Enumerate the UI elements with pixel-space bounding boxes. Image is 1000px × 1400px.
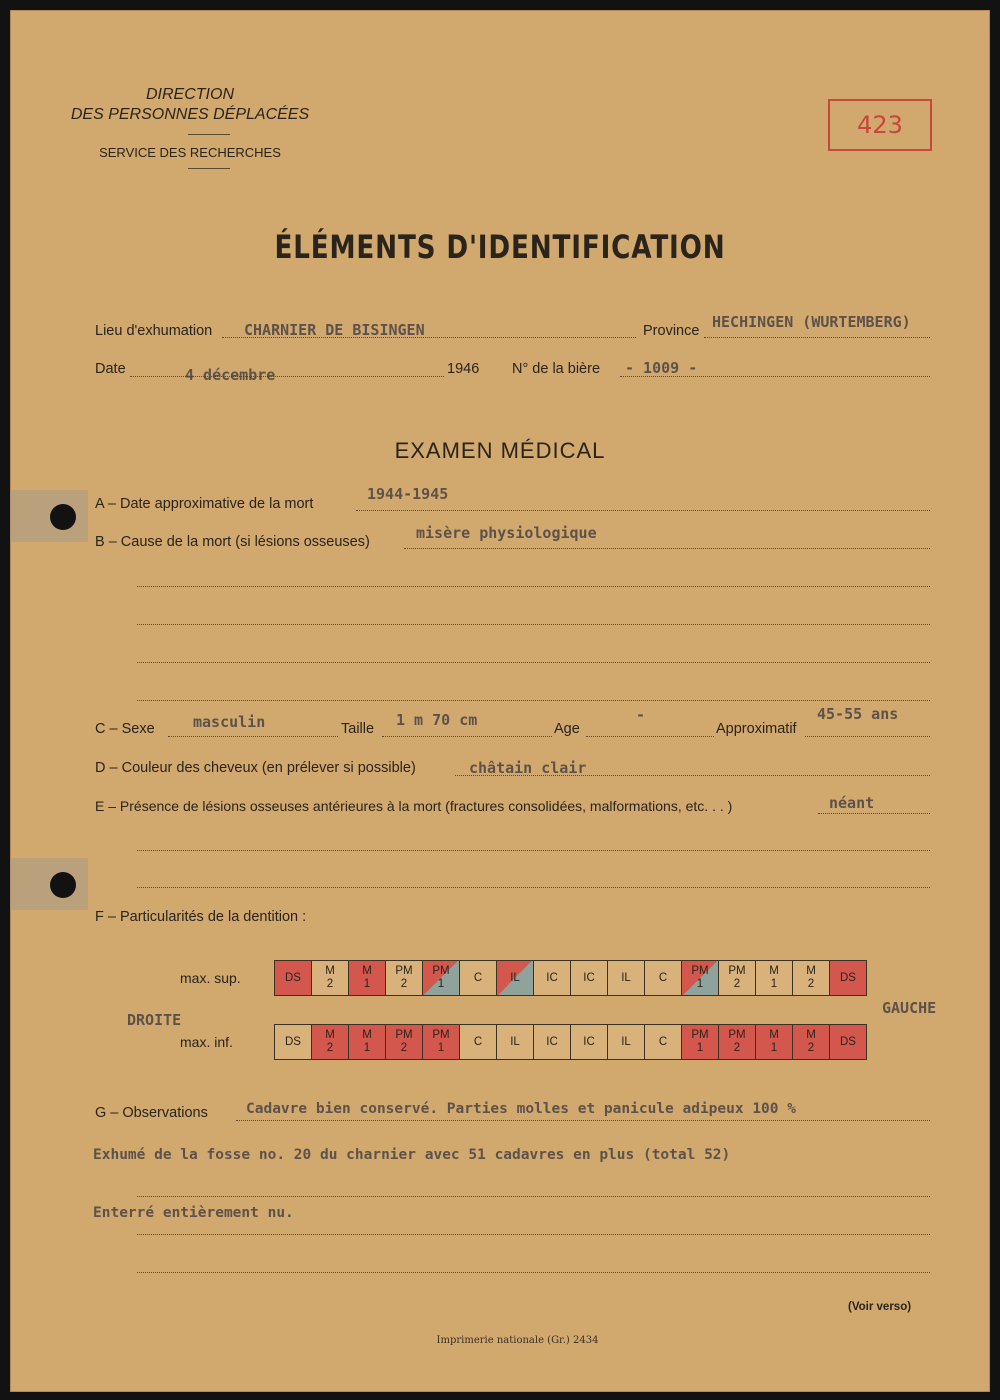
g-line — [236, 1120, 930, 1121]
voir-verso: (Voir verso) — [848, 1301, 912, 1313]
tooth-code: DS — [285, 971, 301, 984]
tooth-cell — [830, 961, 866, 995]
header-rule — [188, 134, 230, 135]
tooth-number: 2 — [400, 1042, 408, 1054]
archive-number-stamp: 423 — [828, 99, 932, 151]
province-line — [704, 337, 930, 338]
tooth-code: PM — [395, 1029, 413, 1041]
tooth-cell — [423, 1025, 460, 1059]
g-line — [137, 1272, 930, 1273]
tooth-code: PM — [728, 965, 746, 977]
tooth-cell — [793, 961, 830, 995]
tooth-number: 1 — [363, 978, 371, 990]
header-rule — [188, 168, 230, 169]
form-sheet — [10, 10, 990, 1392]
form-title: ÉLÉMENTS D'IDENTIFICATION — [274, 228, 726, 266]
approx-label: Approximatif — [716, 721, 797, 737]
a-label: A – Date approximative de la mort — [95, 496, 314, 512]
tooth-cell — [275, 961, 312, 995]
tooth-code: M — [806, 965, 816, 977]
tooth-code: IC — [546, 1035, 558, 1048]
g-line — [137, 1234, 930, 1235]
tooth-code: IL — [621, 971, 631, 984]
tooth-cell — [460, 961, 497, 995]
date-line — [130, 376, 444, 377]
tooth-code: IC — [583, 1035, 595, 1048]
header-direction: DIRECTION — [146, 86, 234, 103]
a-line — [356, 510, 930, 511]
header-personnes: DES PERSONNES DÉPLACÉES — [70, 106, 310, 123]
tooth-cell — [460, 1025, 497, 1059]
tooth-code: C — [658, 1035, 668, 1048]
tooth-number: 1 — [363, 1042, 371, 1054]
tooth-number: 1 — [696, 1042, 704, 1054]
tooth-code: C — [473, 1035, 483, 1048]
tooth-cell — [608, 961, 645, 995]
tooth-code: DS — [840, 971, 856, 984]
tooth-cell — [312, 961, 349, 995]
tooth-code: IC — [583, 971, 595, 984]
taille-value: 1 m 70 cm — [396, 711, 478, 729]
tooth-number: 1 — [770, 978, 778, 990]
province-label: Province — [643, 323, 700, 339]
header-service: SERVICE DES RECHERCHES — [99, 145, 281, 160]
b-extra-line — [137, 586, 930, 587]
tooth-cell — [497, 1025, 534, 1059]
lieu-value: CHARNIER DE BISINGEN — [244, 321, 425, 339]
b-value: misère physiologique — [416, 524, 597, 542]
tooth-code: M — [325, 1029, 335, 1041]
tooth-code: PM — [691, 1029, 709, 1041]
tooth-cell — [534, 1025, 571, 1059]
tooth-number: 2 — [807, 1042, 815, 1054]
year-value: 1946 — [447, 361, 480, 377]
age-label: Age — [554, 721, 580, 737]
tooth-number: 1 — [696, 978, 704, 990]
tooth-cell — [386, 1025, 423, 1059]
tooth-cell — [386, 961, 423, 995]
tooth-code: M — [325, 965, 335, 977]
tooth-code: IC — [546, 971, 558, 984]
tooth-code: PM — [395, 965, 413, 977]
b-line — [404, 548, 930, 549]
tooth-number: 1 — [437, 978, 445, 990]
obs-line-1: Cadavre bien conservé. Parties molles et panicule adipeux 100 % — [246, 1101, 796, 1117]
tooth-cell — [719, 961, 756, 995]
tooth-code: PM — [432, 965, 450, 977]
tooth-code: M — [806, 1029, 816, 1041]
d-value: châtain clair — [469, 759, 587, 777]
tooth-cell — [534, 961, 571, 995]
obs-line-3: Enterré entièrement nu. — [93, 1205, 294, 1221]
tooth-number: 2 — [400, 978, 408, 990]
tooth-code: M — [769, 965, 779, 977]
tooth-code: M — [769, 1029, 779, 1041]
e-extra-line — [137, 887, 930, 888]
imprimerie: Imprimerie nationale (Gr.) 2434 — [436, 1335, 599, 1346]
tooth-cell — [756, 1025, 793, 1059]
punch-hole-top — [50, 504, 76, 530]
b-extra-line — [137, 624, 930, 625]
tooth-code: IL — [621, 1035, 631, 1048]
taille-label: Taille — [341, 721, 375, 737]
tooth-cell — [645, 961, 682, 995]
upper-teeth-chart — [274, 960, 867, 996]
sexe-line — [168, 736, 338, 737]
tooth-cell — [571, 1025, 608, 1059]
tooth-number: 1 — [437, 1042, 445, 1054]
date-value: 4 décembre — [185, 366, 276, 384]
section-title: EXAMEN MÉDICAL — [394, 438, 606, 463]
taille-line — [382, 736, 552, 737]
g-label: G – Observations — [95, 1105, 208, 1121]
tooth-cell — [719, 1025, 756, 1059]
tooth-code: IL — [510, 1035, 520, 1048]
tooth-code: M — [362, 965, 372, 977]
hole-smudge — [10, 490, 88, 542]
droite-label: DROITE — [127, 1011, 182, 1029]
gauche-label: GAUCHE — [882, 999, 937, 1017]
sexe-value: masculin — [193, 713, 266, 731]
f-label: F – Particularités de la dentition : — [95, 909, 307, 925]
tooth-code: C — [473, 971, 483, 984]
date-label: Date — [95, 361, 126, 377]
tooth-code: PM — [691, 965, 709, 977]
tooth-cell — [571, 961, 608, 995]
tooth-cell — [349, 1025, 386, 1059]
tooth-cell — [608, 1025, 645, 1059]
approx-line — [805, 736, 930, 737]
tooth-cell — [349, 961, 386, 995]
tooth-code: PM — [432, 1029, 450, 1041]
lieu-label: Lieu d'exhumation — [95, 323, 213, 339]
province-value: HECHINGEN (WURTEMBERG) — [712, 313, 911, 331]
tooth-cell — [497, 961, 534, 995]
tooth-code: C — [658, 971, 668, 984]
tooth-cell — [423, 961, 460, 995]
tooth-number: 2 — [807, 978, 815, 990]
b-label: B – Cause de la mort (si lésions osseuses) — [95, 534, 370, 550]
a-value: 1944-1945 — [367, 485, 449, 503]
max-inf-label: max. inf. — [180, 1034, 233, 1050]
age-line — [586, 736, 714, 737]
tooth-code: PM — [728, 1029, 746, 1041]
biere-label: N° de la bière — [512, 361, 601, 377]
tooth-cell — [682, 1025, 719, 1059]
e-extra-line — [137, 850, 930, 851]
tooth-number: 2 — [326, 978, 334, 990]
tooth-cell — [312, 1025, 349, 1059]
tooth-cell — [645, 1025, 682, 1059]
max-sup-label: max. sup. — [180, 970, 241, 986]
tooth-code: IL — [510, 971, 520, 984]
tooth-code: M — [362, 1029, 372, 1041]
hole-smudge — [10, 858, 88, 910]
approx-value: 45-55 ans — [817, 705, 899, 723]
tooth-cell — [275, 1025, 312, 1059]
e-line — [818, 813, 930, 814]
g-line — [137, 1196, 930, 1197]
tooth-number: 2 — [326, 1042, 334, 1054]
tooth-number: 2 — [733, 978, 741, 990]
lower-teeth-chart — [274, 1024, 867, 1060]
tooth-code: DS — [840, 1035, 856, 1048]
e-label: E – Présence de lésions osseuses antérieures à la mort (fractures consolidées, malformations, etc. . . ) — [95, 798, 733, 814]
tooth-code: DS — [285, 1035, 301, 1048]
b-extra-line — [137, 700, 930, 701]
b-extra-line — [137, 662, 930, 663]
tooth-number: 2 — [733, 1042, 741, 1054]
tooth-cell — [830, 1025, 866, 1059]
tooth-cell — [682, 961, 719, 995]
c-label: C – Sexe — [95, 721, 155, 737]
biere-value: - 1009 - — [625, 359, 698, 377]
age-value: - — [636, 706, 646, 724]
tooth-cell — [756, 961, 793, 995]
obs-line-2: Exhumé de la fosse no. 20 du charnier avec 51 cadavres en plus (total 52) — [93, 1147, 731, 1163]
d-label: D – Couleur des cheveux (en prélever si possible) — [95, 760, 416, 776]
e-value: néant — [829, 794, 875, 812]
punch-hole-bottom — [50, 872, 76, 898]
tooth-number: 1 — [770, 1042, 778, 1054]
tooth-cell — [793, 1025, 830, 1059]
